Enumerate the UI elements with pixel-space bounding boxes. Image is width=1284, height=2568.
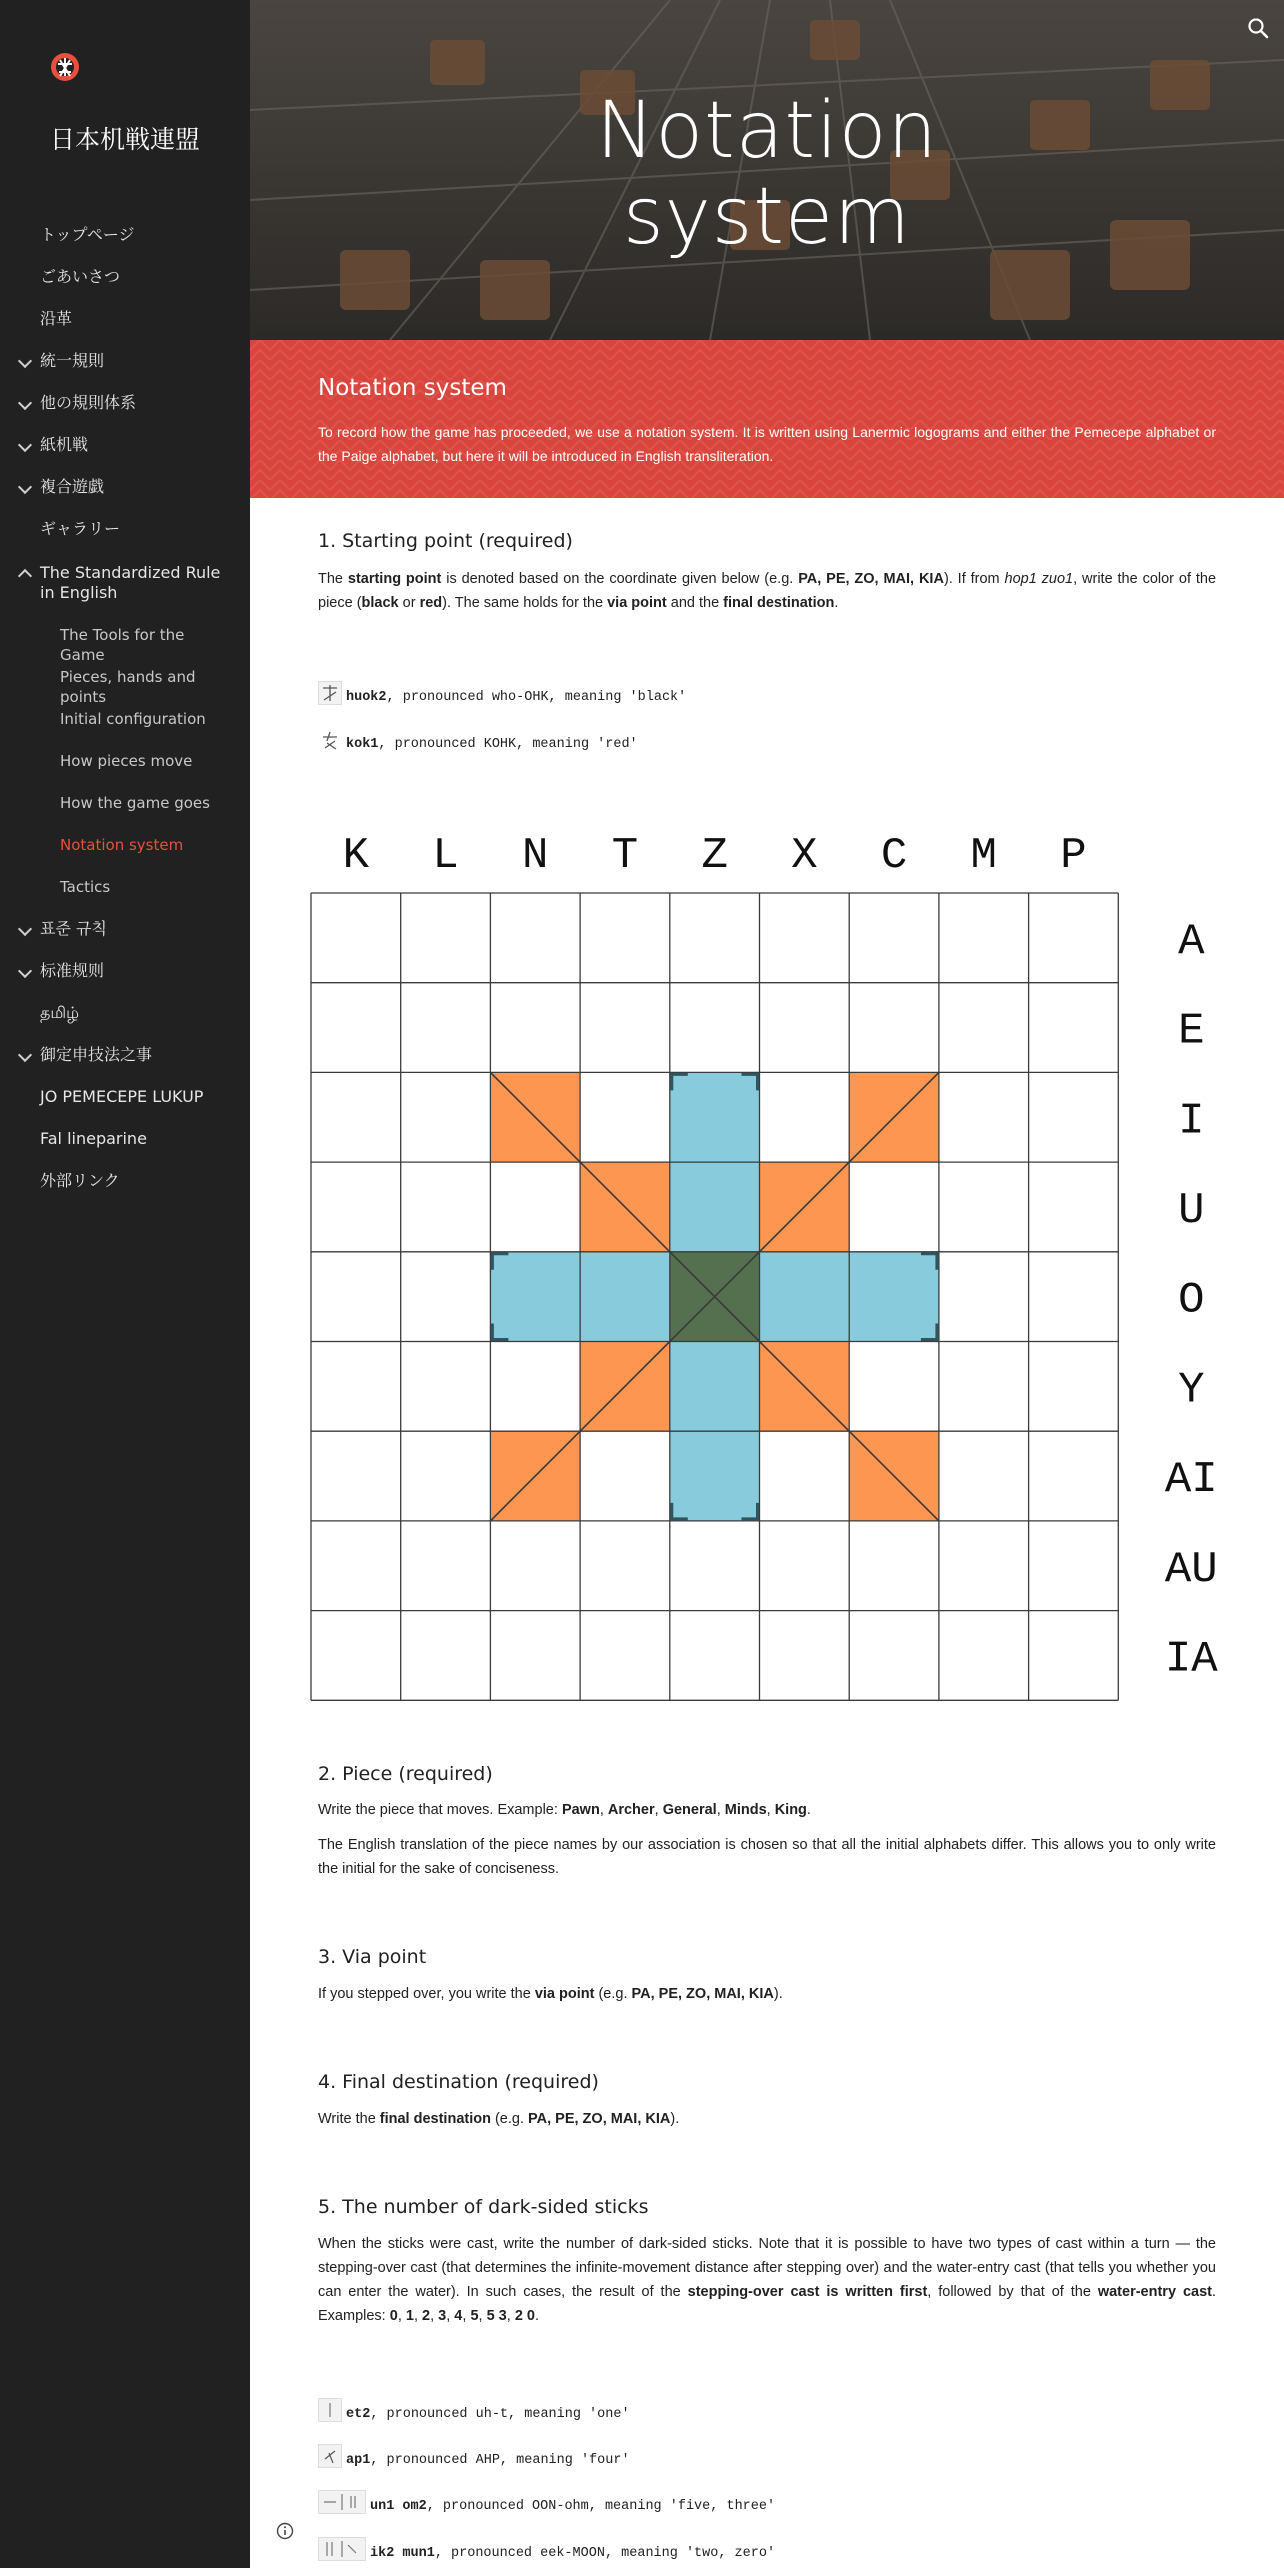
definition: , pronounced OON-ohm, meaning 'five, three' <box>426 2499 776 2514</box>
page-title <box>250 88 1284 260</box>
chevron-down-icon[interactable] <box>18 922 32 936</box>
definition: , pronounced who-OHK, meaning 'black' <box>386 690 687 705</box>
sidebar-item-label: 複合遊戯 <box>40 477 105 496</box>
search-icon[interactable] <box>1246 16 1270 40</box>
board-cell-blue <box>670 1162 760 1252</box>
logogram-un1-om2-icon <box>318 2490 366 2514</box>
sidebar-item-20[interactable] <box>0 1087 250 1107</box>
logogram-ik2-mun1-icon <box>318 2537 366 2561</box>
bold-text: PA, PE, ZO, MAI, KIA <box>528 2111 671 2127</box>
sidebar-item-label: 統一規則 <box>40 351 105 370</box>
sidebar-item-7[interactable] <box>0 519 250 539</box>
row-label: I <box>1178 1096 1205 1147</box>
text: Write the piece that moves. Example: <box>318 1802 562 1818</box>
text: is denoted based on the coordinate given below (e.g. <box>441 571 799 587</box>
text: . <box>834 595 839 611</box>
bold-text: via point <box>607 595 667 611</box>
sidebar-item-16[interactable] <box>0 919 250 939</box>
glossary-un1-om2 <box>318 2490 775 2514</box>
section-title-via-point: 3. Via point <box>318 1946 427 1968</box>
board-cell-blue <box>849 1252 939 1342</box>
word: et2 <box>346 2407 371 2422</box>
separator: , <box>478 2308 487 2324</box>
chevron-pattern-background <box>250 340 1284 498</box>
row-label: AI <box>1164 1455 1218 1506</box>
site-title[interactable]: 日本机戦連盟 <box>49 125 200 154</box>
chevron-down-icon[interactable] <box>18 354 32 368</box>
column-label: N <box>522 831 549 881</box>
sidebar-item-label: தமிழ் <box>40 1003 80 1022</box>
word: huok2 <box>346 690 387 705</box>
sidebar-item-label: Initial configuration <box>60 710 206 728</box>
examples <box>390 2308 535 2324</box>
federation-logo-icon[interactable] <box>48 50 82 84</box>
sidebar-item-label: 紙机戦 <box>40 435 89 454</box>
bold-text: red <box>419 595 443 611</box>
column-label: L <box>432 831 459 881</box>
text: Write the <box>318 2111 380 2127</box>
column-label: T <box>611 831 639 881</box>
separator: , <box>446 2308 455 2324</box>
logogram-et2-icon <box>318 2398 342 2422</box>
chevron-down-icon[interactable] <box>18 480 32 494</box>
example-value: 5 3 <box>486 2308 507 2324</box>
sidebar-item-19[interactable] <box>0 1045 250 1065</box>
logogram-ap1-icon <box>318 2444 342 2468</box>
bold-text: starting point <box>347 571 442 587</box>
bold-text: General <box>662 1802 717 1818</box>
sidebar-item-label: 御定申技法之事 <box>40 1045 153 1064</box>
separator: , <box>506 2308 515 2324</box>
glossary-ap1 <box>318 2444 630 2468</box>
board-cell-blue <box>670 1072 760 1162</box>
row-label: AU <box>1164 1544 1218 1595</box>
sidebar <box>0 0 250 2568</box>
text: ). The same holds for the <box>442 595 608 611</box>
bold-text: King <box>774 1802 807 1818</box>
sidebar-item-17[interactable] <box>0 961 250 981</box>
sidebar-item-21[interactable] <box>0 1129 250 1149</box>
text: ). <box>670 2111 680 2127</box>
chevron-down-icon[interactable] <box>18 1048 32 1062</box>
text: , <box>654 1802 663 1818</box>
bold-text: final destination <box>379 2111 491 2127</box>
row-label: A <box>1178 916 1205 967</box>
text: . <box>806 1802 811 1818</box>
text: If you stepped over, you write the <box>318 1986 535 2002</box>
definition: , pronounced eek-MOON, meaning 'two, zero' <box>434 2546 776 2561</box>
sidebar-item-label: トップページ <box>40 225 135 244</box>
sidebar-item-label: 标准规则 <box>40 961 105 980</box>
column-label: M <box>970 831 997 881</box>
sidebar-item-14[interactable] <box>0 835 250 855</box>
sidebar-item-label: 표준 규칙 <box>40 919 107 938</box>
sidebar-item-3[interactable] <box>0 351 250 371</box>
section-title-starting-point: 1. Starting point (required) <box>318 530 573 552</box>
section-text-starting-point <box>318 567 1216 615</box>
text: , <box>716 1802 725 1818</box>
example-value: 1 <box>405 2308 414 2324</box>
text: ). If from <box>943 571 1005 587</box>
separator: , <box>397 2308 406 2324</box>
chevron-up-icon[interactable] <box>18 569 32 583</box>
column-label: C <box>880 831 908 881</box>
example-value: 5 <box>470 2308 479 2324</box>
sidebar-item-4[interactable] <box>0 393 250 413</box>
sidebar-item-6[interactable] <box>0 477 250 497</box>
sidebar-item-label: 沿革 <box>40 309 73 328</box>
sidebar-item-label: The Tools for the Game <box>60 626 185 664</box>
text: , <box>599 1802 608 1818</box>
bold-text: Archer <box>607 1802 655 1818</box>
sidebar-item-5[interactable] <box>0 435 250 455</box>
section-text-dark-sided-sticks <box>318 2232 1216 2328</box>
section-title-dark-sided-sticks: 5. The number of dark-sided sticks <box>318 2196 649 2218</box>
bold-text: Pawn <box>561 1802 600 1818</box>
definition: , pronounced KOHK, meaning 'red' <box>378 737 638 752</box>
text: , followed by that of the <box>927 2284 1098 2300</box>
sidebar-item-label: ギャラリー <box>40 519 121 538</box>
logogram-huok2-icon <box>318 681 342 705</box>
glossary-et2 <box>318 2398 630 2422</box>
board-cell-blue <box>670 1431 760 1521</box>
word: kok1 <box>346 737 379 752</box>
bold-text: Minds <box>724 1802 767 1818</box>
text: The <box>318 571 348 587</box>
example-value: 4 <box>454 2308 463 2324</box>
text: ). <box>773 1986 783 2002</box>
text: , <box>766 1802 775 1818</box>
sidebar-item-label: The Standardized Rule in English <box>40 563 221 602</box>
glossary-ik2-mun1 <box>318 2537 775 2561</box>
sidebar-item-label: Pieces, hands and points <box>60 668 196 706</box>
row-label: IA <box>1164 1634 1218 1685</box>
chevron-down-icon[interactable] <box>18 396 32 410</box>
bold-text: PA, PE, ZO, MAI, KIA <box>631 1986 774 2002</box>
bold-text: final destination <box>723 595 835 611</box>
section-text-via-point <box>318 1982 1216 2006</box>
column-label: X <box>791 831 818 881</box>
sidebar-item-9[interactable] <box>0 625 250 665</box>
section-text-piece-example <box>318 1798 1216 1822</box>
hero-banner <box>250 0 1284 340</box>
sidebar-item-label: 他の規則体系 <box>40 393 137 412</box>
sidebar-item-label: ごあいさつ <box>40 267 121 286</box>
chevron-down-icon[interactable] <box>18 964 32 978</box>
info-icon[interactable] <box>276 2522 294 2540</box>
sidebar-item-label: Tactics <box>60 878 111 896</box>
coordinate-board <box>310 820 1230 1720</box>
word: un1 om2 <box>370 2499 427 2514</box>
separator: , <box>462 2308 471 2324</box>
sidebar-item-13[interactable] <box>0 793 250 813</box>
column-label: Z <box>701 831 728 881</box>
sidebar-item-11[interactable] <box>0 709 250 729</box>
sidebar-item-8[interactable] <box>0 563 250 603</box>
text: When the sticks were cast, write the number of dark-sided sticks. Note that it is possible to have two types of cast within a turn — the stepping-over cast (that determines the infinite-movement distance after stepping over) and the water-entry cast (that tells you whether you can enter the water). In such cases, the result of the <box>318 2236 1216 2300</box>
sidebar-item-15[interactable] <box>0 877 250 897</box>
logogram-kok1-icon <box>318 728 342 752</box>
page-title-line2: system <box>623 172 911 262</box>
section-title-piece: 2. Piece (required) <box>318 1763 493 1785</box>
board-cell-blue <box>490 1252 580 1342</box>
bold-text: water-entry cast <box>1097 2284 1212 2300</box>
sidebar-item-1[interactable] <box>0 267 250 287</box>
italic-text: hop1 zuo1 <box>1004 571 1074 587</box>
text: . <box>534 2308 540 2324</box>
sidebar-item-label: 外部リンク <box>40 1171 120 1190</box>
sidebar-item-label: JO PEMECEPE LUKUP <box>40 1087 204 1106</box>
section-text-piece-translation: The English translation of the piece names by our association is chosen so that all the initial alphabets differ. This allows you to only write the initial for the sake of conciseness. <box>318 1837 1216 1877</box>
word: ap1 <box>346 2453 371 2468</box>
board-cell-blue <box>760 1252 850 1342</box>
row-label: U <box>1178 1185 1205 1236</box>
text: . Examples: <box>318 2284 1216 2324</box>
example-value: 2 0 <box>514 2308 535 2324</box>
sidebar-item-label: Notation system <box>60 836 184 854</box>
example-value: 2 <box>422 2308 431 2324</box>
section-text-final-destination <box>318 2107 1216 2131</box>
section-title-final-destination: 4. Final destination (required) <box>318 2071 599 2093</box>
column-label: K <box>342 831 370 881</box>
chevron-down-icon[interactable] <box>18 438 32 452</box>
row-label: Y <box>1178 1365 1205 1416</box>
sidebar-item-label: How the game goes <box>60 794 210 812</box>
sidebar-item-label: Fal lineparine <box>40 1129 147 1148</box>
glossary-huok2 <box>318 681 686 705</box>
text: , write the color of the piece ( <box>318 571 1217 611</box>
text: (e.g. <box>594 1986 632 2002</box>
page-title-line1: Notation <box>596 86 938 176</box>
banner-text: To record how the game has proceeded, we use a notation system. It is written using Lanermic logograms and either the Pemecepe alphabet or the Paige alphabet, but here it will be introduced in English transliteration. <box>318 424 1216 464</box>
sidebar-item-10[interactable] <box>0 667 250 707</box>
sidebar-item-label: How pieces move <box>60 752 193 770</box>
bold-text: stepping-over cast is written first <box>687 2284 928 2300</box>
example-value: 3 <box>438 2308 447 2324</box>
text: or <box>398 595 420 611</box>
board-cell-blue <box>670 1342 760 1432</box>
sidebar-item-2[interactable] <box>0 309 250 329</box>
sidebar-item-18[interactable] <box>0 1003 250 1023</box>
intro-banner <box>250 340 1284 498</box>
bold-text: PA, PE, ZO, MAI, KIA <box>798 571 944 587</box>
glossary-kok1 <box>318 728 638 752</box>
definition: , pronounced AHP, meaning 'four' <box>370 2453 630 2468</box>
banner-title: Notation system <box>318 375 507 401</box>
bold-text: black <box>361 595 399 611</box>
row-label: E <box>1178 1006 1205 1057</box>
board-cell-blue <box>580 1252 670 1342</box>
row-label: O <box>1178 1275 1205 1326</box>
bold-text: via point <box>534 1986 595 2002</box>
sidebar-item-12[interactable] <box>0 751 250 771</box>
definition: , pronounced uh-t, meaning 'one' <box>370 2407 630 2422</box>
sidebar-item-0[interactable] <box>0 225 250 245</box>
separator: , <box>413 2308 423 2324</box>
separator: , <box>430 2308 439 2324</box>
sidebar-item-22[interactable] <box>0 1171 250 1191</box>
example-value: 0 <box>389 2308 398 2324</box>
word: ik2 mun1 <box>370 2546 435 2561</box>
text: and the <box>666 595 724 611</box>
text: (e.g. <box>490 2111 529 2127</box>
column-label: P <box>1060 831 1087 881</box>
